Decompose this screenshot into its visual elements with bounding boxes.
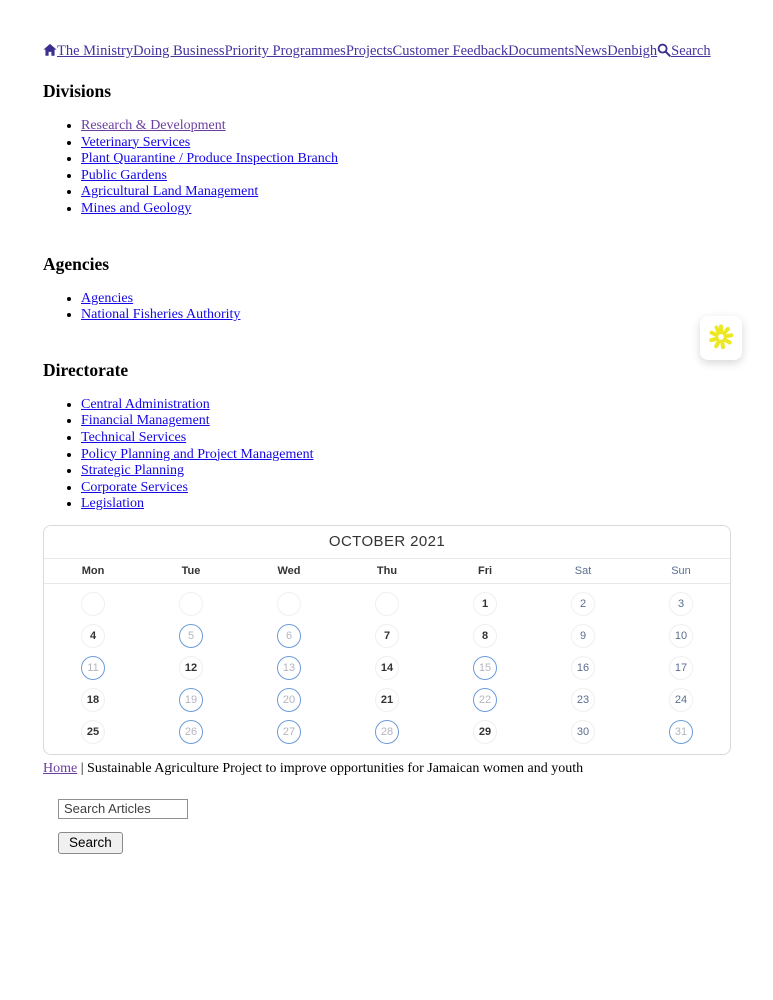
event-day-circle: 27 xyxy=(277,720,301,744)
link-agricultural-land-management[interactable]: Agricultural Land Management xyxy=(81,184,259,200)
day-circle: 1 xyxy=(473,592,497,616)
day-circle: 16 xyxy=(571,656,595,680)
weekday-wed: Wed xyxy=(277,564,301,577)
link-list-divisions xyxy=(43,118,730,218)
link-veterinary-services[interactable]: Veterinary Services xyxy=(81,134,191,150)
page-title: Sustainable Agriculture Project to improve opportunities for Jamaican women and youth xyxy=(87,760,584,776)
calendar-day-13[interactable] xyxy=(240,652,338,684)
day-circle xyxy=(375,592,399,616)
calendar-day-20[interactable] xyxy=(240,684,338,716)
event-day-circle: 5 xyxy=(179,624,203,648)
home-icon[interactable] xyxy=(43,43,57,59)
search-articles-input[interactable] xyxy=(58,799,188,819)
day-circle: 9 xyxy=(571,624,595,648)
link-financial-management[interactable]: Financial Management xyxy=(81,413,210,429)
link-research-development[interactable]: Research & Development xyxy=(81,118,226,133)
list-item xyxy=(81,307,730,324)
event-day-circle: 28 xyxy=(375,720,399,744)
list-item xyxy=(81,118,730,135)
weekday-mon: Mon xyxy=(81,564,105,577)
nav-search[interactable] xyxy=(657,43,710,59)
breadcrumb-separator: | xyxy=(77,760,88,776)
nav-link-doing-business[interactable]: Doing Business xyxy=(133,43,225,59)
calendar-day-10[interactable] xyxy=(632,620,730,652)
calendar-day-2[interactable] xyxy=(534,588,632,620)
calendar-empty-cell xyxy=(142,588,240,620)
calendar-weekday-row xyxy=(44,559,730,584)
calendar-title: OCTOBER 2021 xyxy=(44,526,730,559)
event-day-circle: 6 xyxy=(277,624,301,648)
calendar-day-6[interactable] xyxy=(240,620,338,652)
calendar-day-26[interactable] xyxy=(142,716,240,748)
search-articles-button[interactable]: Search xyxy=(58,832,123,854)
calendar-day-29[interactable] xyxy=(436,716,534,748)
link-public-gardens[interactable]: Public Gardens xyxy=(81,167,167,183)
list-item xyxy=(81,447,730,464)
day-circle: 14 xyxy=(375,656,399,680)
link-legislation[interactable]: Legislation xyxy=(81,496,144,512)
calendar-day-21[interactable] xyxy=(338,684,436,716)
list-item xyxy=(81,291,730,308)
link-national-fisheries-authority[interactable]: National Fisheries Authority xyxy=(81,307,241,323)
list-item xyxy=(81,184,730,201)
day-circle: 2 xyxy=(571,592,595,616)
list-item xyxy=(81,496,730,513)
day-circle: 7 xyxy=(375,624,399,648)
calendar-day-12[interactable] xyxy=(142,652,240,684)
day-circle xyxy=(277,592,301,616)
calendar-empty-cell xyxy=(44,588,142,620)
event-day-circle: 13 xyxy=(277,656,301,680)
list-item xyxy=(81,151,730,168)
day-circle: 29 xyxy=(473,720,497,744)
day-circle: 10 xyxy=(669,624,693,648)
sections xyxy=(43,81,730,513)
weekday-thu: Thu xyxy=(376,564,398,577)
nav-link-documents[interactable]: Documents xyxy=(508,43,575,59)
weekday-sat: Sat xyxy=(574,564,592,577)
calendar-day-14[interactable] xyxy=(338,652,436,684)
event-day-circle: 11 xyxy=(81,656,105,680)
calendar-day-11[interactable] xyxy=(44,652,142,684)
nav-search-label: Search xyxy=(671,43,711,59)
nav-links xyxy=(57,43,657,59)
calendar-day-19[interactable] xyxy=(142,684,240,716)
calendar-empty-cell xyxy=(338,588,436,620)
nav-link-priority-programmes[interactable]: Priority Programmes xyxy=(224,43,346,59)
calendar-day-28[interactable] xyxy=(338,716,436,748)
day-circle: 24 xyxy=(669,688,693,712)
calendar-day-24[interactable] xyxy=(632,684,730,716)
link-agencies[interactable]: Agencies xyxy=(81,290,134,306)
calendar-day-30[interactable] xyxy=(534,716,632,748)
day-circle: 18 xyxy=(81,688,105,712)
day-circle: 8 xyxy=(473,624,497,648)
yellow-asterisk-icon xyxy=(707,323,735,354)
list-item xyxy=(81,413,730,430)
list-item xyxy=(81,480,730,497)
day-circle: 23 xyxy=(571,688,595,712)
nav-link-projects[interactable]: Projects xyxy=(345,43,393,59)
link-policy-planning-and-project-management[interactable]: Policy Planning and Project Management xyxy=(81,446,314,462)
search-icon[interactable] xyxy=(657,43,671,59)
calendar-day-7[interactable] xyxy=(338,620,436,652)
list-item xyxy=(81,201,730,218)
section-heading-agencies: Agencies xyxy=(43,253,110,274)
event-day-circle: 20 xyxy=(277,688,301,712)
link-list-agencies xyxy=(43,291,730,324)
link-plant-quarantine-produce-inspection-branch[interactable]: Plant Quarantine / Produce Inspection Branch xyxy=(81,151,338,167)
event-day-circle: 26 xyxy=(179,720,203,744)
top-nav xyxy=(43,0,730,59)
link-central-administration[interactable]: Central Administration xyxy=(81,396,210,412)
calendar-day-17[interactable] xyxy=(632,652,730,684)
list-item xyxy=(81,430,730,447)
accessibility-widget-button[interactable] xyxy=(700,316,742,360)
day-circle xyxy=(81,592,105,616)
nav-link-customer-feedback[interactable]: Customer Feedback xyxy=(392,43,509,59)
calendar-day-3[interactable] xyxy=(632,588,730,620)
event-day-circle: 22 xyxy=(473,688,497,712)
event-day-circle: 19 xyxy=(179,688,203,712)
weekday-sun: Sun xyxy=(671,564,691,577)
nav-link-the-ministry[interactable]: The Ministry xyxy=(57,43,134,59)
section-heading-directorate: Directorate xyxy=(43,359,129,380)
calendar-day-18[interactable] xyxy=(44,684,142,716)
day-circle: 17 xyxy=(669,656,693,680)
calendar-day-23[interactable] xyxy=(534,684,632,716)
calendar-grid xyxy=(44,584,730,754)
nav-link-news[interactable]: News xyxy=(574,43,608,59)
calendar-day-4[interactable] xyxy=(44,620,142,652)
event-day-circle: 31 xyxy=(669,720,693,744)
nav-link-denbigh[interactable]: Denbigh xyxy=(607,43,658,59)
calendar-day-1[interactable] xyxy=(436,588,534,620)
article-search xyxy=(58,799,730,854)
calendar-empty-cell xyxy=(240,588,338,620)
calendar-day-8[interactable] xyxy=(436,620,534,652)
day-circle: 3 xyxy=(669,592,693,616)
calendar xyxy=(43,525,731,755)
day-circle: 21 xyxy=(375,688,399,712)
calendar-day-31[interactable] xyxy=(632,716,730,748)
list-item xyxy=(81,397,730,414)
day-circle: 30 xyxy=(571,720,595,744)
nav-link-search[interactable] xyxy=(671,43,710,59)
link-mines-and-geology[interactable]: Mines and Geology xyxy=(81,200,192,216)
list-item xyxy=(81,463,730,480)
link-technical-services[interactable]: Technical Services xyxy=(81,429,187,445)
day-circle xyxy=(179,592,203,616)
list-item xyxy=(81,168,730,185)
link-corporate-services[interactable]: Corporate Services xyxy=(81,479,188,495)
calendar-day-27[interactable] xyxy=(240,716,338,748)
weekday-tue: Tue xyxy=(181,564,201,577)
weekday-fri: Fri xyxy=(477,564,493,577)
link-strategic-planning[interactable]: Strategic Planning xyxy=(81,463,185,479)
list-item xyxy=(81,135,730,152)
section-heading-divisions: Divisions xyxy=(43,81,112,101)
day-circle: 4 xyxy=(81,624,105,648)
calendar-day-25[interactable] xyxy=(44,716,142,748)
link-list-directorate xyxy=(43,397,730,513)
day-circle: 25 xyxy=(81,720,105,744)
event-day-circle: 15 xyxy=(473,656,497,680)
calendar-day-15[interactable] xyxy=(436,652,534,684)
calendar-day-16[interactable] xyxy=(534,652,632,684)
breadcrumb xyxy=(43,760,730,777)
calendar-day-9[interactable] xyxy=(534,620,632,652)
calendar-day-22[interactable] xyxy=(436,684,534,716)
day-circle: 12 xyxy=(179,656,203,680)
breadcrumb-home-link[interactable]: Home xyxy=(43,760,78,776)
calendar-day-5[interactable] xyxy=(142,620,240,652)
